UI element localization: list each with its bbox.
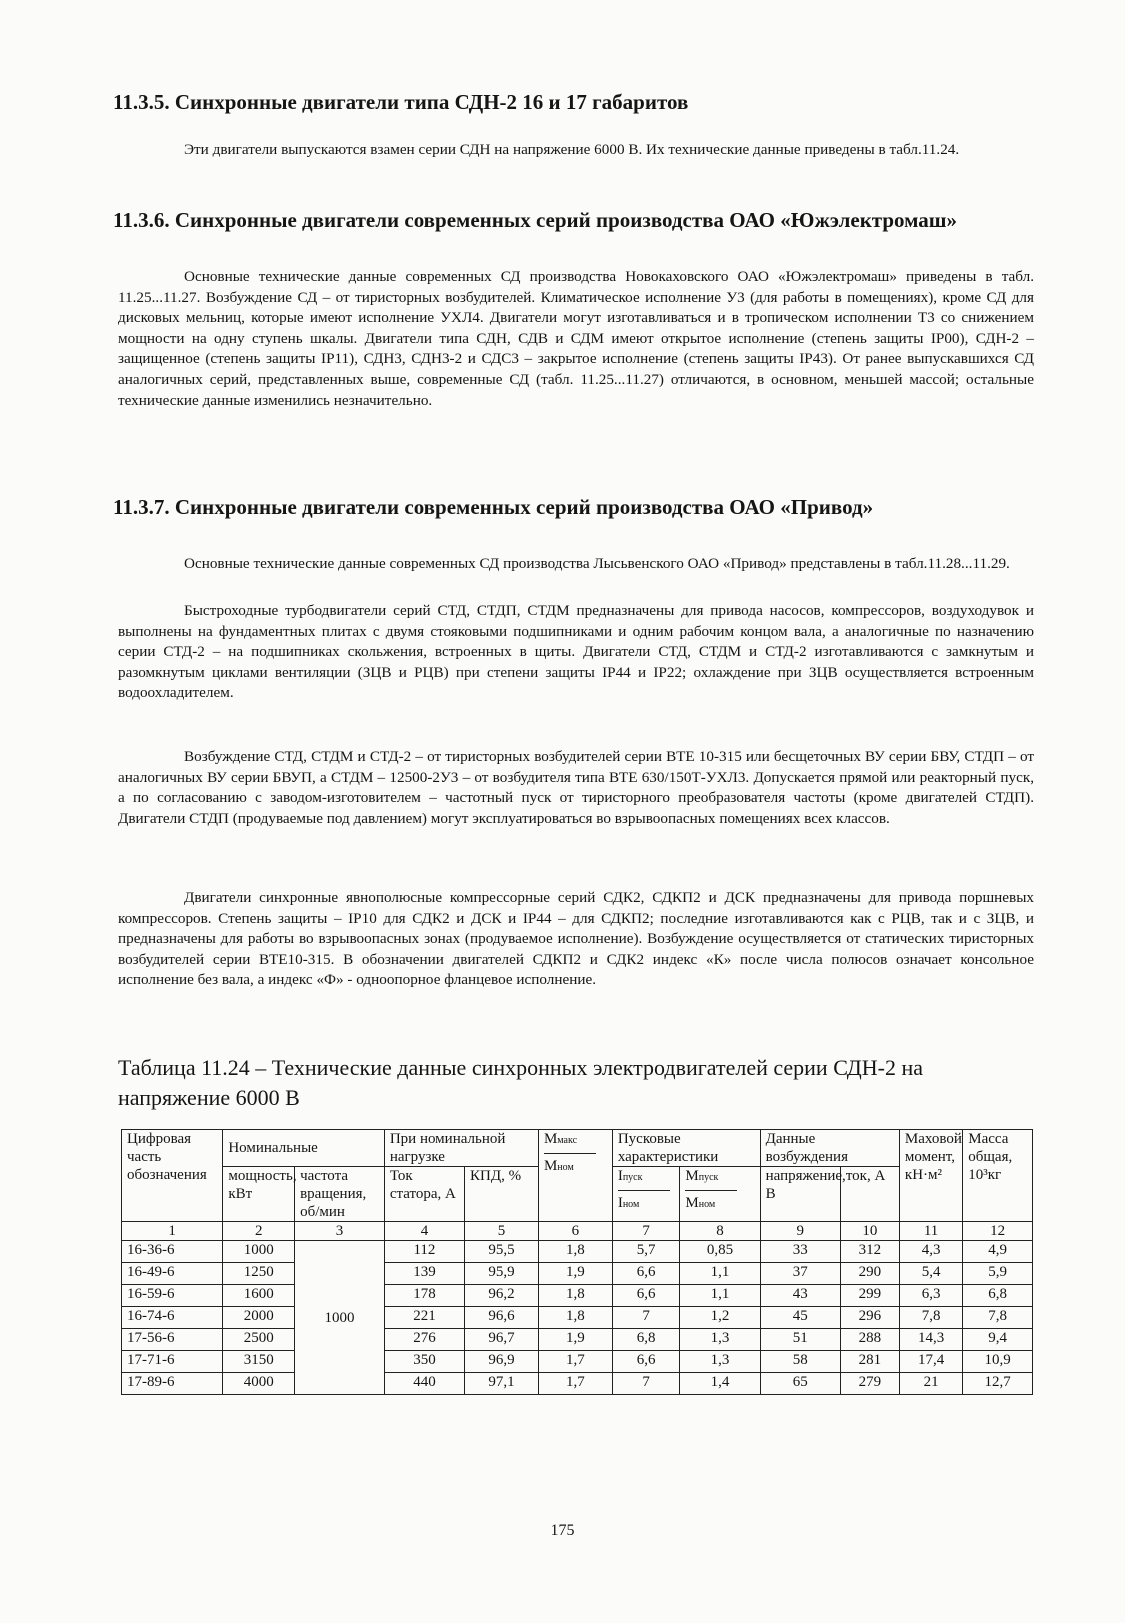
table-cell: 299 [840,1285,899,1307]
table-cell: 16-74-6 [122,1307,223,1329]
header-at-nominal-load: При номинальной нагрузке [384,1130,538,1167]
column-number: 10 [840,1222,899,1241]
column-number: 1 [122,1222,223,1241]
header-efficiency: КПД, % [465,1167,539,1222]
table-cell: 0,85 [680,1241,760,1263]
table-cell: 6,8 [963,1285,1033,1307]
column-number: 2 [223,1222,295,1241]
table-cell: 1,3 [680,1329,760,1351]
table-cell: 33 [760,1241,840,1263]
table-cell: 6,6 [612,1263,680,1285]
header-digital-part: Цифровая часть обозначения [122,1130,223,1222]
table-cell: 6,6 [612,1351,680,1373]
table-cell: 5,4 [899,1263,962,1285]
header-voltage: напряжение, В [760,1167,840,1222]
table-cell: 58 [760,1351,840,1373]
header-mass: Масса общая, 10³кг [963,1130,1033,1222]
table-cell: 14,3 [899,1329,962,1351]
ratio-fraction: Iпуск Iном [618,1167,670,1214]
column-number: 11 [899,1222,962,1241]
table-cell: 1,4 [680,1373,760,1395]
table-cell: 281 [840,1351,899,1373]
table-cell: 51 [760,1329,840,1351]
table-cell: 290 [840,1263,899,1285]
header-speed: частота вращения, об/мин [295,1167,385,1222]
table-cell: 6,6 [612,1285,680,1307]
table-cell: 7 [612,1373,680,1395]
table-cell: 1,1 [680,1263,760,1285]
table-cell: 95,9 [465,1263,539,1285]
paragraph: Двигатели синхронные явнополюсные компрессорные серий СДК2, СДКП2 и ДСК предназначены для привода поршневых компрессоров. Степень защиты – IP10 для СДК2 и ДСК и IP44 – для СДКП2; последние изготавливаются как с РЦВ, так и с ЗЦВ, и предназначены для работы во взрывоопасных зонах (продуваемое исполнение). Возбуждение осуществляется от статических тиристорных возбудителей серии ВТЕ10-315. В обозначении двигателей СДКП2 и СДК2 индекс «К» после числа полюсов означает консольное исполнение без вала, а индекс «Ф» - одноопорное фланцевое исполнение. [118,889,1034,989]
table-cell: 95,5 [465,1241,539,1263]
column-number: 12 [963,1222,1033,1241]
section-heading-11-3-7: 11.3.7. Синхронные двигатели современных серий производства ОАО «Привод» [113,495,874,519]
table-cell: 17,4 [899,1351,962,1373]
table-cell: 96,2 [465,1285,539,1307]
table-cell: 6,3 [899,1285,962,1307]
table-cell: 1250 [223,1263,295,1285]
column-number: 7 [612,1222,680,1241]
table-row [122,1263,1033,1285]
table-cell: 17-56-6 [122,1329,223,1351]
ratio-fraction: Мпуск Мном [685,1167,737,1214]
header-starting: Пусковые характеристики [612,1130,760,1167]
section-heading-11-3-6: 11.3.6. Синхронные двигатели современных серий производства ОАО «Южэлектромаш» [113,208,958,232]
table-cell: 9,4 [963,1329,1033,1351]
table-cell: 350 [384,1351,464,1373]
table-cell: 2000 [223,1307,295,1329]
table-cell: 288 [840,1329,899,1351]
page-number: 175 [550,1522,575,1539]
header-istart-ratio [612,1167,680,1222]
table-cell: 16-59-6 [122,1285,223,1307]
header-excitation: Данные возбуждения [760,1130,899,1167]
table-cell: 10,9 [963,1351,1033,1373]
table-cell: 7,8 [963,1307,1033,1329]
header-stator-current: Ток статора, А [384,1167,464,1222]
table-row [122,1285,1033,1307]
header-row [122,1130,1033,1167]
column-number: 5 [465,1222,539,1241]
table-cell: 1,8 [538,1307,612,1329]
table-cell: 1,8 [538,1241,612,1263]
column-number: 9 [760,1222,840,1241]
table-cell: 279 [840,1373,899,1395]
column-number: 3 [295,1222,385,1241]
table-cell: 5,7 [612,1241,680,1263]
table-cell: 1000 [223,1241,295,1263]
table-row [122,1329,1033,1351]
table-body [122,1241,1033,1395]
column-number-row [122,1222,1033,1241]
paragraph: Быстроходные турбодвигатели серий СТД, СТДП, СТДМ предназначены для привода насосов, компрессоров, воздуходувок и выполнены на фундаментных плитах с двумя стояковыми подшипниками и одним рабочим концом вала, а аналогичные по назначению серии СТД-2 – на подшипниках скольжения, встроенных в щиты. Двигатели СТД, СТДМ и СТД-2 изготавливаются с замкнутым и разомкнутым циклами вентиляции (ЗЦВ и РЦВ) при степени защиты IP44 и IP22; охлаждение при ЗЦВ осуществляется встроенным водоохладителем. [118,602,1034,702]
shared-speed-cell: 1000 [295,1241,385,1395]
table-cell: 1,9 [538,1329,612,1351]
table-cell: 16-36-6 [122,1241,223,1263]
table-cell: 97,1 [465,1373,539,1395]
table-cell: 17-89-6 [122,1373,223,1395]
column-number: 6 [538,1222,612,1241]
table-cell: 7,8 [899,1307,962,1329]
table-cell: 4,3 [899,1241,962,1263]
table-cell: 96,7 [465,1329,539,1351]
header-flywheel: Маховой момент, кН·м² [899,1130,962,1222]
table-cell: 96,6 [465,1307,539,1329]
paragraph: Эти двигатели выпускаются взамен серии СДН на напряжение 6000 В. Их технические данные приведены в табл.11.24. [184,141,960,158]
table-cell: 7 [612,1307,680,1329]
table-cell: 65 [760,1373,840,1395]
paragraph: Возбуждение СТД, СТДМ и СТД-2 – от тиристорных возбудителей серии ВТЕ 10-315 или бесщеточных ВУ серии БВУ, СТДП – от аналогичных ВУ серии БВУП, а СТДМ – 12500-2У3 – от возбудителя типа ВТЕ 630/150Т-УХЛ3. Допускается прямой или реакторный пуск, а по согласованию с заводом-изготовителем – частотный пуск от тиристорного преобразователя частоты (кроме двигателей СТДП). Двигатели СТДП (продуваемые под давлением) могут эксплуатироваться во взрывоопасных помещениях всех классов. [118,748,1034,827]
table-cell: 4000 [223,1373,295,1395]
table-cell: 2500 [223,1329,295,1351]
table-cell: 37 [760,1263,840,1285]
table-cell: 112 [384,1241,464,1263]
table-cell: 3150 [223,1351,295,1373]
paragraph: Основные технические данные современных СД производства Новокаховского ОАО «Южэлектромаш» приведены в табл. 11.25...11.27. Возбуждение СД – от тиристорных возбудителей. Климатическое исполнение У3 (для работы в помещениях), кроме СД для дисковых мельниц, которые имеют исполнение УХЛ4. Двигатели могут изготавливаться и в тропическом исполнении Т3 со снижением мощности на одну ступень шкалы. Двигатели типа СДН, СДВ и СДМ имеют открытое исполнение (степень защиты IP00), СДН-2 – защищенное (степень защиты IP11), СДН3, СДН3-2 и СДС3 – закрытое исполнение (степень защиты IP43). От ранее выпускавшихся СД аналогичных серий, представленных выше, современные СД (табл. 11.25...11.27) отличаются, в основном, меньшей массой; остальные технические данные изменились незначительно. [118,268,1034,409]
table-cell: 16-49-6 [122,1263,223,1285]
table-row [122,1307,1033,1329]
table-cell: 1600 [223,1285,295,1307]
table-cell: 1,9 [538,1263,612,1285]
table-cell: 221 [384,1307,464,1329]
table-cell: 178 [384,1285,464,1307]
table-cell: 1,7 [538,1351,612,1373]
column-number: 8 [680,1222,760,1241]
table-cell: 43 [760,1285,840,1307]
table-cell: 1,1 [680,1285,760,1307]
table-cell: 1,3 [680,1351,760,1373]
section-heading-11-3-5: 11.3.5. Синхронные двигатели типа СДН-2 16 и 17 габаритов [113,90,689,114]
table-cell: 1,8 [538,1285,612,1307]
header-mmax-ratio [538,1130,612,1222]
table-cell: 5,9 [963,1263,1033,1285]
table-cell: 440 [384,1373,464,1395]
table-cell: 6,8 [612,1329,680,1351]
table-cell: 276 [384,1329,464,1351]
table-cell: 96,9 [465,1351,539,1373]
table-caption: Таблица 11.24 – Технические данные синхронных электродвигателей серии СДН-2 на напряжение 6000 В [118,1055,924,1110]
table-cell: 12,7 [963,1373,1033,1395]
column-number: 4 [384,1222,464,1241]
table-cell: 1,7 [538,1373,612,1395]
table-cell: 139 [384,1263,464,1285]
table-cell: 4,9 [963,1241,1033,1263]
paragraph: Основные технические данные современных СД производства Лысьвенского ОАО «Привод» представлены в табл.11.28...11.29. [184,555,1010,572]
table-cell: 17-71-6 [122,1351,223,1373]
header-mstart-ratio [680,1167,760,1222]
data-table [121,1129,1033,1395]
table-cell: 45 [760,1307,840,1329]
header-power: мощность, кВт [223,1167,295,1222]
table-row [122,1351,1033,1373]
table-row [122,1373,1033,1395]
header-current: ток, А [840,1167,899,1222]
ratio-fraction: Ммакс Мном [544,1130,596,1177]
table-cell: 21 [899,1373,962,1395]
table-cell: 296 [840,1307,899,1329]
table-cell: 312 [840,1241,899,1263]
table-cell: 1,2 [680,1307,760,1329]
header-nominal: Номинальные [223,1130,385,1167]
table-row [122,1241,1033,1263]
